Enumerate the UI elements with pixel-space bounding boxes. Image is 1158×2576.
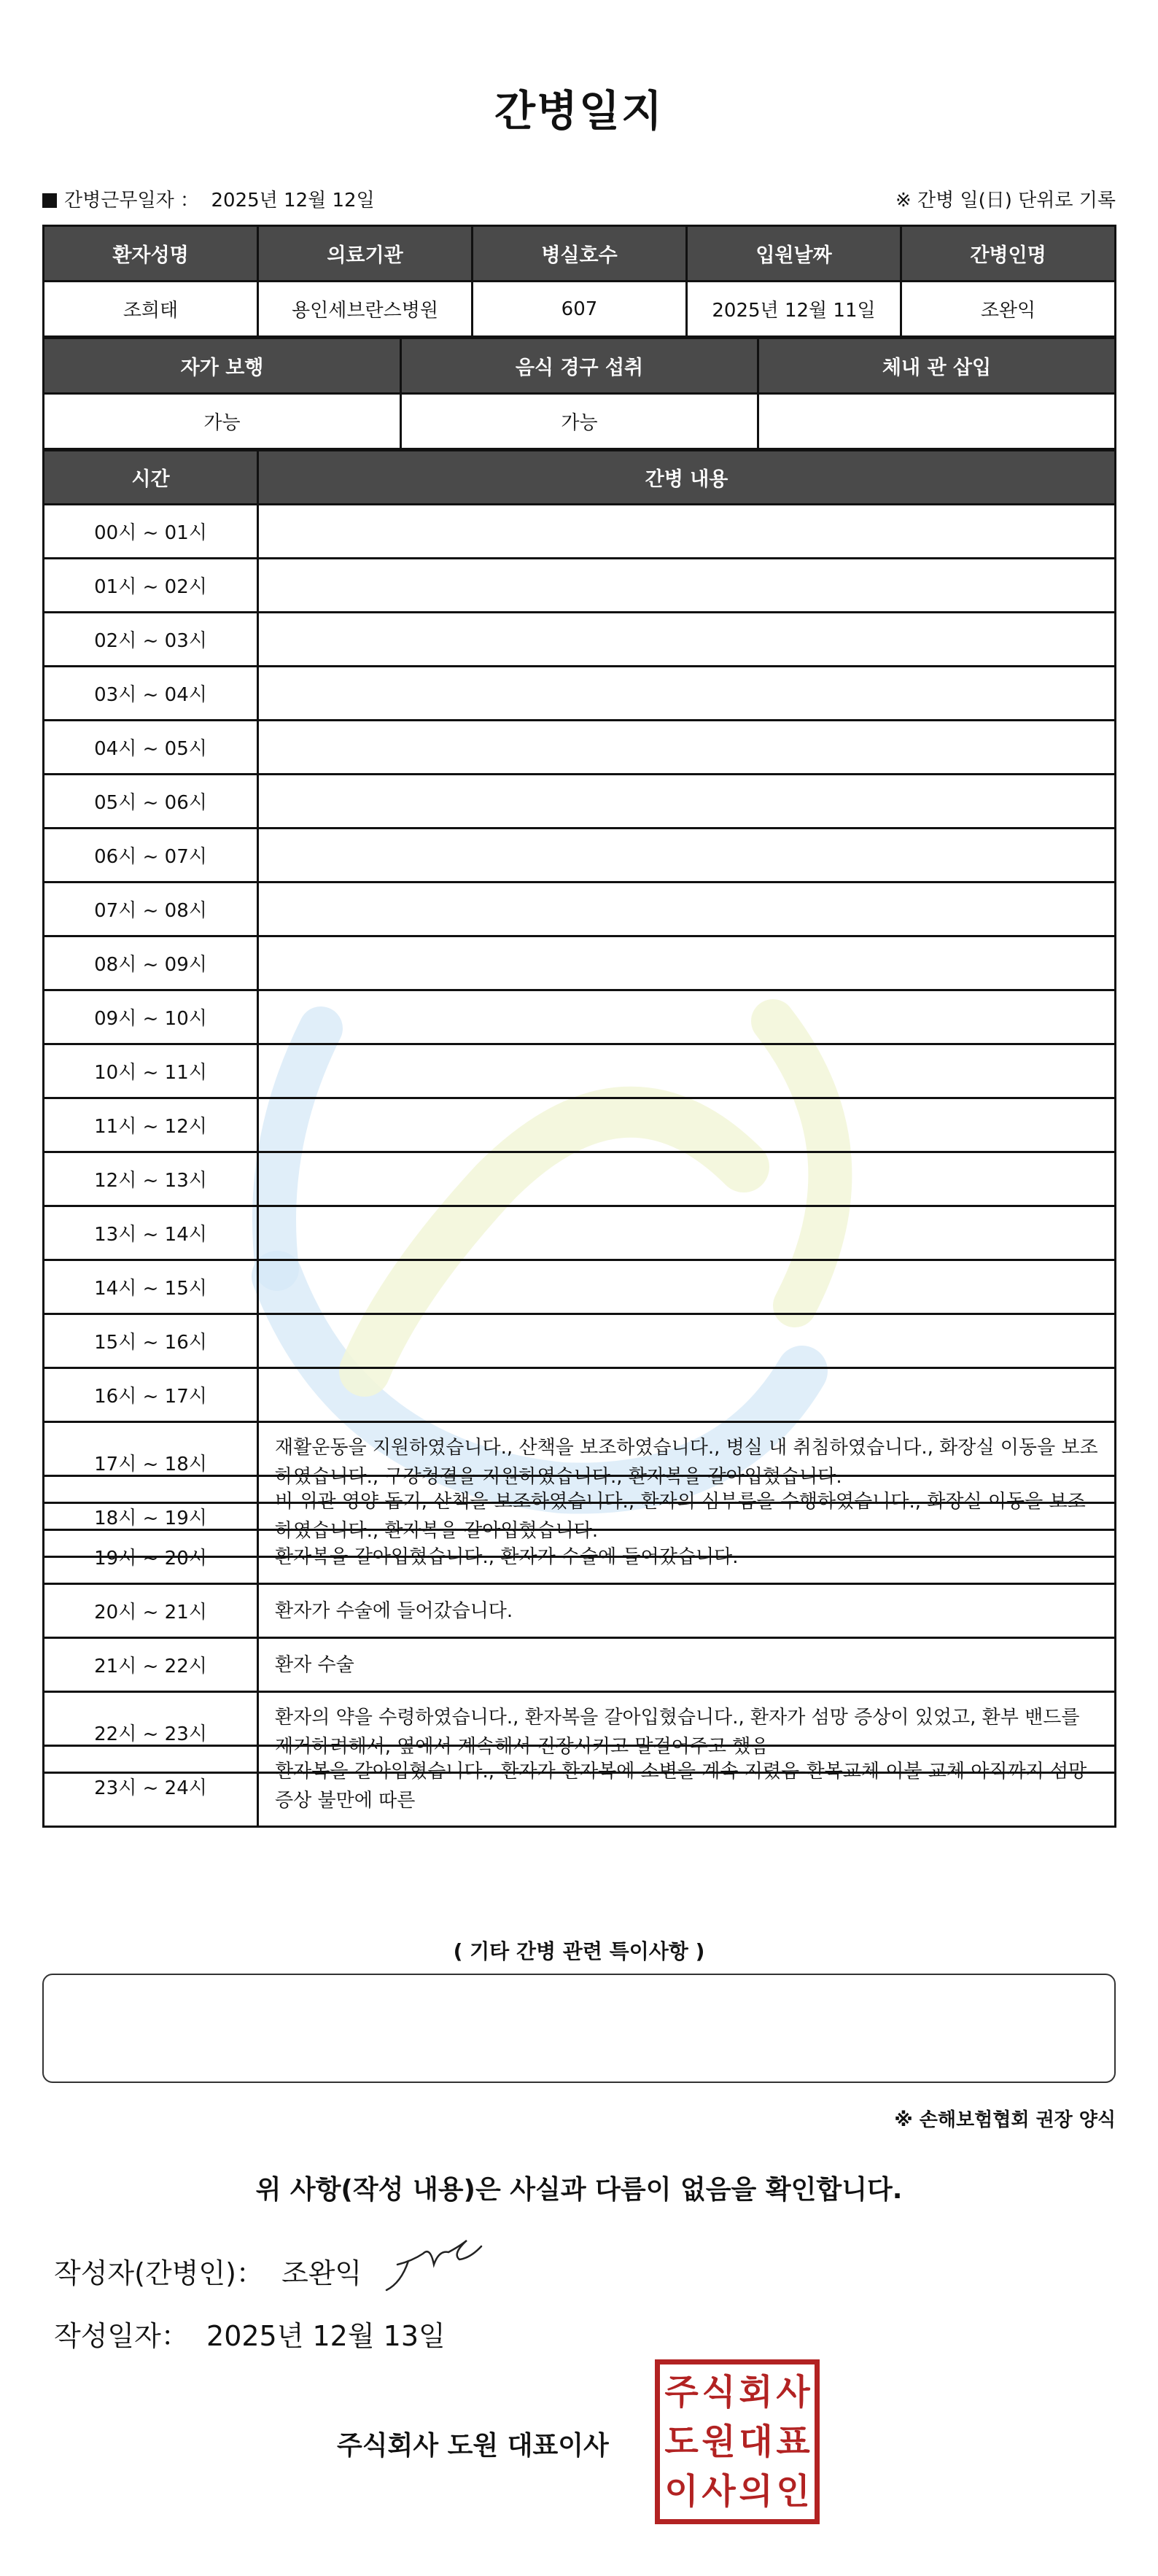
hospital: 용인세브란스병원 xyxy=(257,280,473,338)
log-time: 11시 ~ 12시 xyxy=(42,1097,259,1153)
header-patient-name: 환자성명 xyxy=(42,225,259,282)
seal-character: 의 xyxy=(739,2471,773,2512)
log-time: 01시 ~ 02시 xyxy=(42,557,259,613)
log-content: 환자복을 갈아입혔습니다., 환자가 수술에 들어갔습니다. xyxy=(257,1529,1116,1585)
room-number: 607 xyxy=(471,280,688,338)
log-content xyxy=(257,719,1116,775)
caregiver-name: 조완익 xyxy=(900,280,1116,338)
log-time: 10시 ~ 11시 xyxy=(42,1043,259,1099)
log-time: 03시 ~ 04시 xyxy=(42,665,259,721)
company-name: 주식회사 도원 대표이사 xyxy=(337,2431,609,2461)
log-time: 21시 ~ 22시 xyxy=(42,1637,259,1693)
log-content xyxy=(257,557,1116,613)
log-content xyxy=(257,881,1116,937)
work-date-label: 간병근무일자 ： xyxy=(64,190,199,212)
admission-date: 2025년 12월 11일 xyxy=(685,280,902,338)
log-content: 환자의 약을 수령하였습니다., 환자복을 갈아입혔습니다., 환자가 섬망 증상이 있었고, 환부 밴드를 제거하려해서, 옆에서 계속해서 진장시키고 말걸어주고 했음 xyxy=(257,1691,1116,1774)
walking-value: 가능 xyxy=(42,392,402,450)
log-time: 14시 ~ 15시 xyxy=(42,1259,259,1315)
square-bullet-icon xyxy=(42,193,57,208)
seal-character: 대 xyxy=(739,2421,773,2462)
seal-character: 식 xyxy=(702,2372,736,2413)
log-content xyxy=(257,611,1116,667)
seal-character: 이 xyxy=(664,2471,699,2512)
work-date xyxy=(42,185,375,212)
log-time: 12시 ~ 13시 xyxy=(42,1151,259,1207)
seal-character: 사 xyxy=(776,2372,810,2413)
log-time: 20시 ~ 21시 xyxy=(42,1583,259,1639)
log-content xyxy=(257,1367,1116,1423)
writer-name: 조완익 xyxy=(281,2257,362,2289)
confirm-text: 위 사항(작성 내용)은 사실과 다름이 없음을 확인합니다. xyxy=(255,2175,903,2205)
seal-character: 회 xyxy=(739,2372,773,2413)
log-time: 00시 ~ 01시 xyxy=(42,503,259,559)
write-date-label: 작성일자： xyxy=(54,2320,189,2352)
signature xyxy=(379,2232,489,2297)
log-time: 02시 ~ 03시 xyxy=(42,611,259,667)
remarks-title: ( 기타 간병 관련 특이사항 ) xyxy=(453,1939,705,1963)
header-tube: 체내 관 삽입 xyxy=(757,337,1116,395)
header-room: 병실호수 xyxy=(471,225,688,282)
header-content: 간병 내용 xyxy=(257,449,1116,505)
tube-value xyxy=(757,392,1116,450)
page-title: 간병일지 xyxy=(494,86,664,136)
status-table xyxy=(42,337,1114,448)
header-walking: 자가 보행 xyxy=(42,337,402,395)
writer-label: 작성자(간병인)： xyxy=(54,2257,264,2289)
header-caregiver: 간병인명 xyxy=(900,225,1116,282)
seal-character: 인 xyxy=(776,2471,810,2512)
writer xyxy=(54,2251,362,2291)
log-content: 환자복을 갈아입혔습니다., 환자가 환자복에 소변을 계속 지렸음-환복교체 이불 교체 아직까지 섬망증상 불만에 따른 xyxy=(257,1745,1116,1828)
oral-intake-value: 가능 xyxy=(400,392,759,450)
header-admission-date: 입원날짜 xyxy=(685,225,902,282)
log-content xyxy=(257,1043,1116,1099)
recommend-note: ※ 손해보험협회 권장 양식 xyxy=(894,2109,1116,2131)
log-content xyxy=(257,665,1116,721)
note-top: ※ 간병 일(日) 단위로 기록 xyxy=(895,190,1116,212)
seal-character: 표 xyxy=(776,2421,810,2462)
seal-character: 주 xyxy=(664,2372,699,2413)
patient-table xyxy=(42,225,1114,335)
log-content xyxy=(257,1259,1116,1315)
log-content: 환자 수술 xyxy=(257,1637,1116,1693)
log-table xyxy=(42,449,1114,1812)
log-content xyxy=(257,1097,1116,1153)
log-time: 08시 ~ 09시 xyxy=(42,935,259,991)
log-time: 23시 ~ 24시 xyxy=(42,1745,259,1828)
log-time: 16시 ~ 17시 xyxy=(42,1367,259,1423)
header-oral-intake: 음식 경구 섭취 xyxy=(400,337,759,395)
log-content xyxy=(257,503,1116,559)
log-time: 17시 ~ 18시 xyxy=(42,1421,259,1504)
log-content xyxy=(257,1151,1116,1207)
patient-name: 조희태 xyxy=(42,280,259,338)
log-time: 07시 ~ 08시 xyxy=(42,881,259,937)
log-time: 15시 ~ 16시 xyxy=(42,1313,259,1369)
log-time: 19시 ~ 20시 xyxy=(42,1529,259,1585)
header-time: 시간 xyxy=(42,449,259,505)
log-time: 18시 ~ 19시 xyxy=(42,1475,259,1558)
info-row xyxy=(42,185,1116,214)
header-hospital: 의료기관 xyxy=(257,225,473,282)
log-time: 13시 ~ 14시 xyxy=(42,1205,259,1261)
log-content xyxy=(257,935,1116,991)
log-content: 재활운동을 지원하였습니다., 산책을 보조하였습니다., 병실 내 취침하였습니다., 화장실 이동을 보조하였습니다., 구강청결을 지원하였습니다., 환자복을 갈아입혔습니다. xyxy=(257,1421,1116,1504)
log-time: 22시 ~ 23시 xyxy=(42,1691,259,1774)
write-date-value: 2025년 12월 13일 xyxy=(206,2320,446,2352)
log-content: 환자가 수술에 들어갔습니다. xyxy=(257,1583,1116,1639)
log-time: 04시 ~ 05시 xyxy=(42,719,259,775)
write-date xyxy=(54,2313,446,2354)
log-content: 비 위관 영양 돕기, 산책을 보조하였습니다., 환자의 심부름을 수행하였습니다., 화장실 이동을 보조하였습니다., 환자복을 갈아입혔습니다. xyxy=(257,1475,1116,1558)
log-content xyxy=(257,773,1116,829)
work-date-value: 2025년 12월 12일 xyxy=(211,190,375,212)
seal-character: 원 xyxy=(702,2421,736,2462)
seal-character: 사 xyxy=(702,2471,736,2512)
log-content xyxy=(257,989,1116,1045)
log-content xyxy=(257,1313,1116,1369)
company-seal xyxy=(655,2359,820,2524)
log-time: 06시 ~ 07시 xyxy=(42,827,259,883)
seal-character: 도 xyxy=(664,2421,699,2462)
log-time: 09시 ~ 10시 xyxy=(42,989,259,1045)
log-time: 05시 ~ 06시 xyxy=(42,773,259,829)
remarks-box xyxy=(42,1974,1116,2083)
log-content xyxy=(257,1205,1116,1261)
log-content xyxy=(257,827,1116,883)
